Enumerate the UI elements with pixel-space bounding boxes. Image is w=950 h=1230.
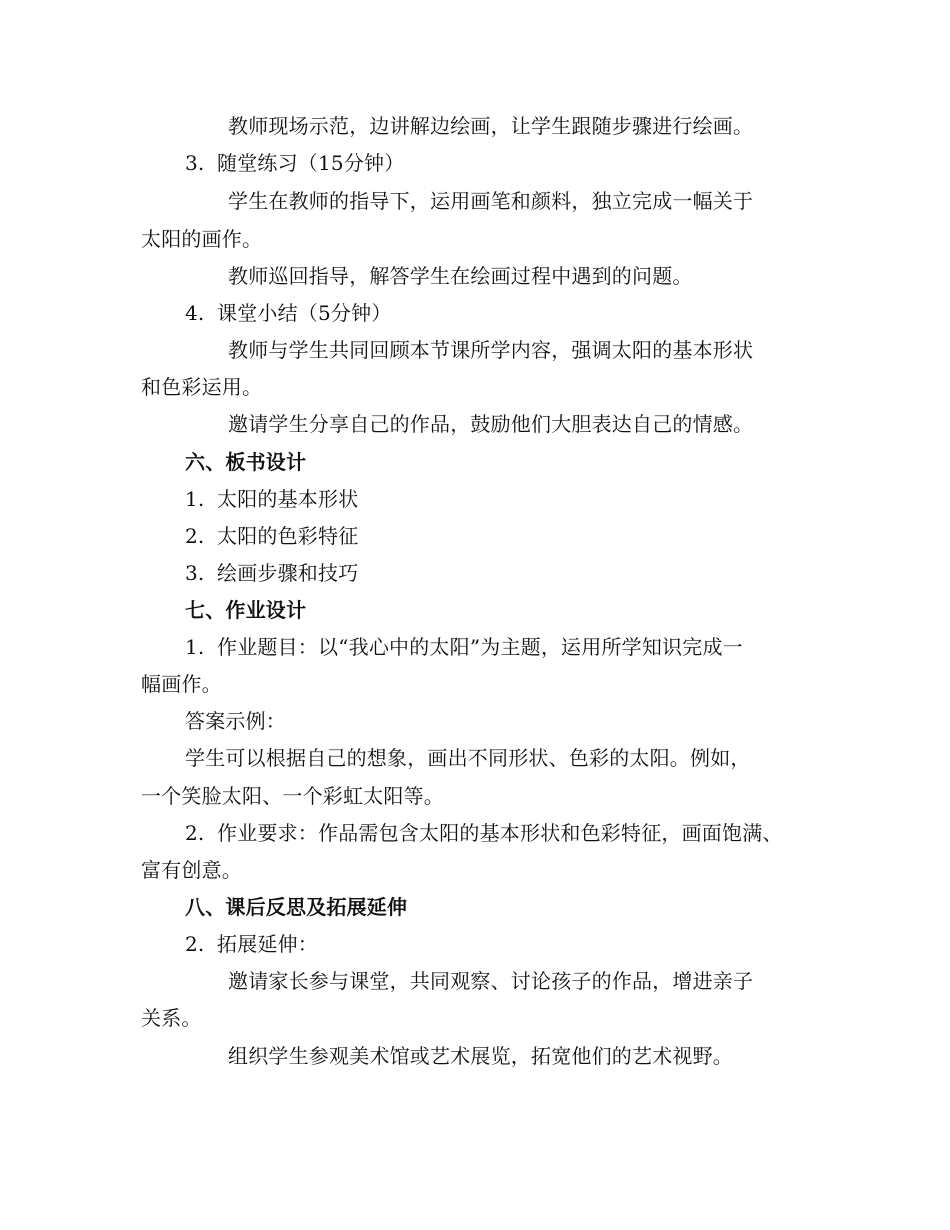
list-item-text: 课堂小结（5分钟） <box>217 301 392 325</box>
list-item-text: 太阳的基本形状 <box>217 487 359 511</box>
list-number: 2. <box>185 932 205 956</box>
paragraph-line: 邀请学生分享自己的作品，鼓励他们大胆表达自己的情感。 <box>228 412 754 436</box>
section-heading: 七、作业设计 <box>185 598 307 622</box>
list-number: 2. <box>185 821 205 845</box>
paragraph-line: 和色彩运用。 <box>141 375 263 399</box>
paragraph-line: 组织学生参观美术馆或艺术展览，拓宽他们的艺术视野。 <box>228 1044 733 1068</box>
paragraph-line: 关系。 <box>141 1006 202 1030</box>
paragraph-line: 教师与学生共同回顾本节课所学内容，强调太阳的基本形状 <box>228 338 754 362</box>
section-heading: 六、板书设计 <box>185 450 307 474</box>
paragraph-line: 教师现场示范，边讲解边绘画，让学生跟随步骤进行绘画。 <box>228 114 754 138</box>
list-item <box>185 820 783 846</box>
paragraph-line: 学生可以根据自己的想象，画出不同形状、色彩的太阳。例如， <box>185 746 751 770</box>
list-item-text: 太阳的色彩特征 <box>217 524 359 548</box>
list-number: 3. <box>185 561 205 585</box>
list-item <box>185 634 743 660</box>
paragraph-line: 教师巡回指导，解答学生在绘画过程中遇到的问题。 <box>228 264 693 288</box>
paragraph-line: 答案示例： <box>185 709 286 733</box>
paragraph-line: 邀请家长参与课堂，共同观察、讨论孩子的作品，增进亲子 <box>228 969 754 993</box>
list-item-text: 拓展延伸： <box>217 932 318 956</box>
list-item-text: 绘画步骤和技巧 <box>217 561 359 585</box>
paragraph-line: 富有创意。 <box>141 858 242 882</box>
list-item <box>185 523 358 549</box>
list-number: 3. <box>185 151 205 175</box>
list-item-text: 作业题目：以“我心中的太阳”为主题，运用所学知识完成一 <box>217 635 743 659</box>
paragraph-line: 太阳的画作。 <box>141 227 263 251</box>
list-item <box>185 300 392 326</box>
list-number: 1. <box>185 635 205 659</box>
list-item <box>185 150 404 176</box>
list-item <box>185 560 358 586</box>
list-item <box>185 486 358 512</box>
section-heading: 八、课后反思及拓展延伸 <box>185 895 408 919</box>
paragraph-line: 学生在教师的指导下，运用画笔和颜料，独立完成一幅关于 <box>228 189 754 213</box>
list-number: 2. <box>185 524 205 548</box>
list-item <box>185 931 318 957</box>
list-item-text: 随堂练习（15分钟） <box>217 151 405 175</box>
list-number: 1. <box>185 487 205 511</box>
list-item-text: 作业要求：作品需包含太阳的基本形状和色彩特征，画面饱满、 <box>217 821 783 845</box>
paragraph-line: 一个笑脸太阳、一个彩虹太阳等。 <box>141 784 444 808</box>
paragraph-line: 幅画作。 <box>141 672 222 696</box>
list-number: 4. <box>185 301 205 325</box>
